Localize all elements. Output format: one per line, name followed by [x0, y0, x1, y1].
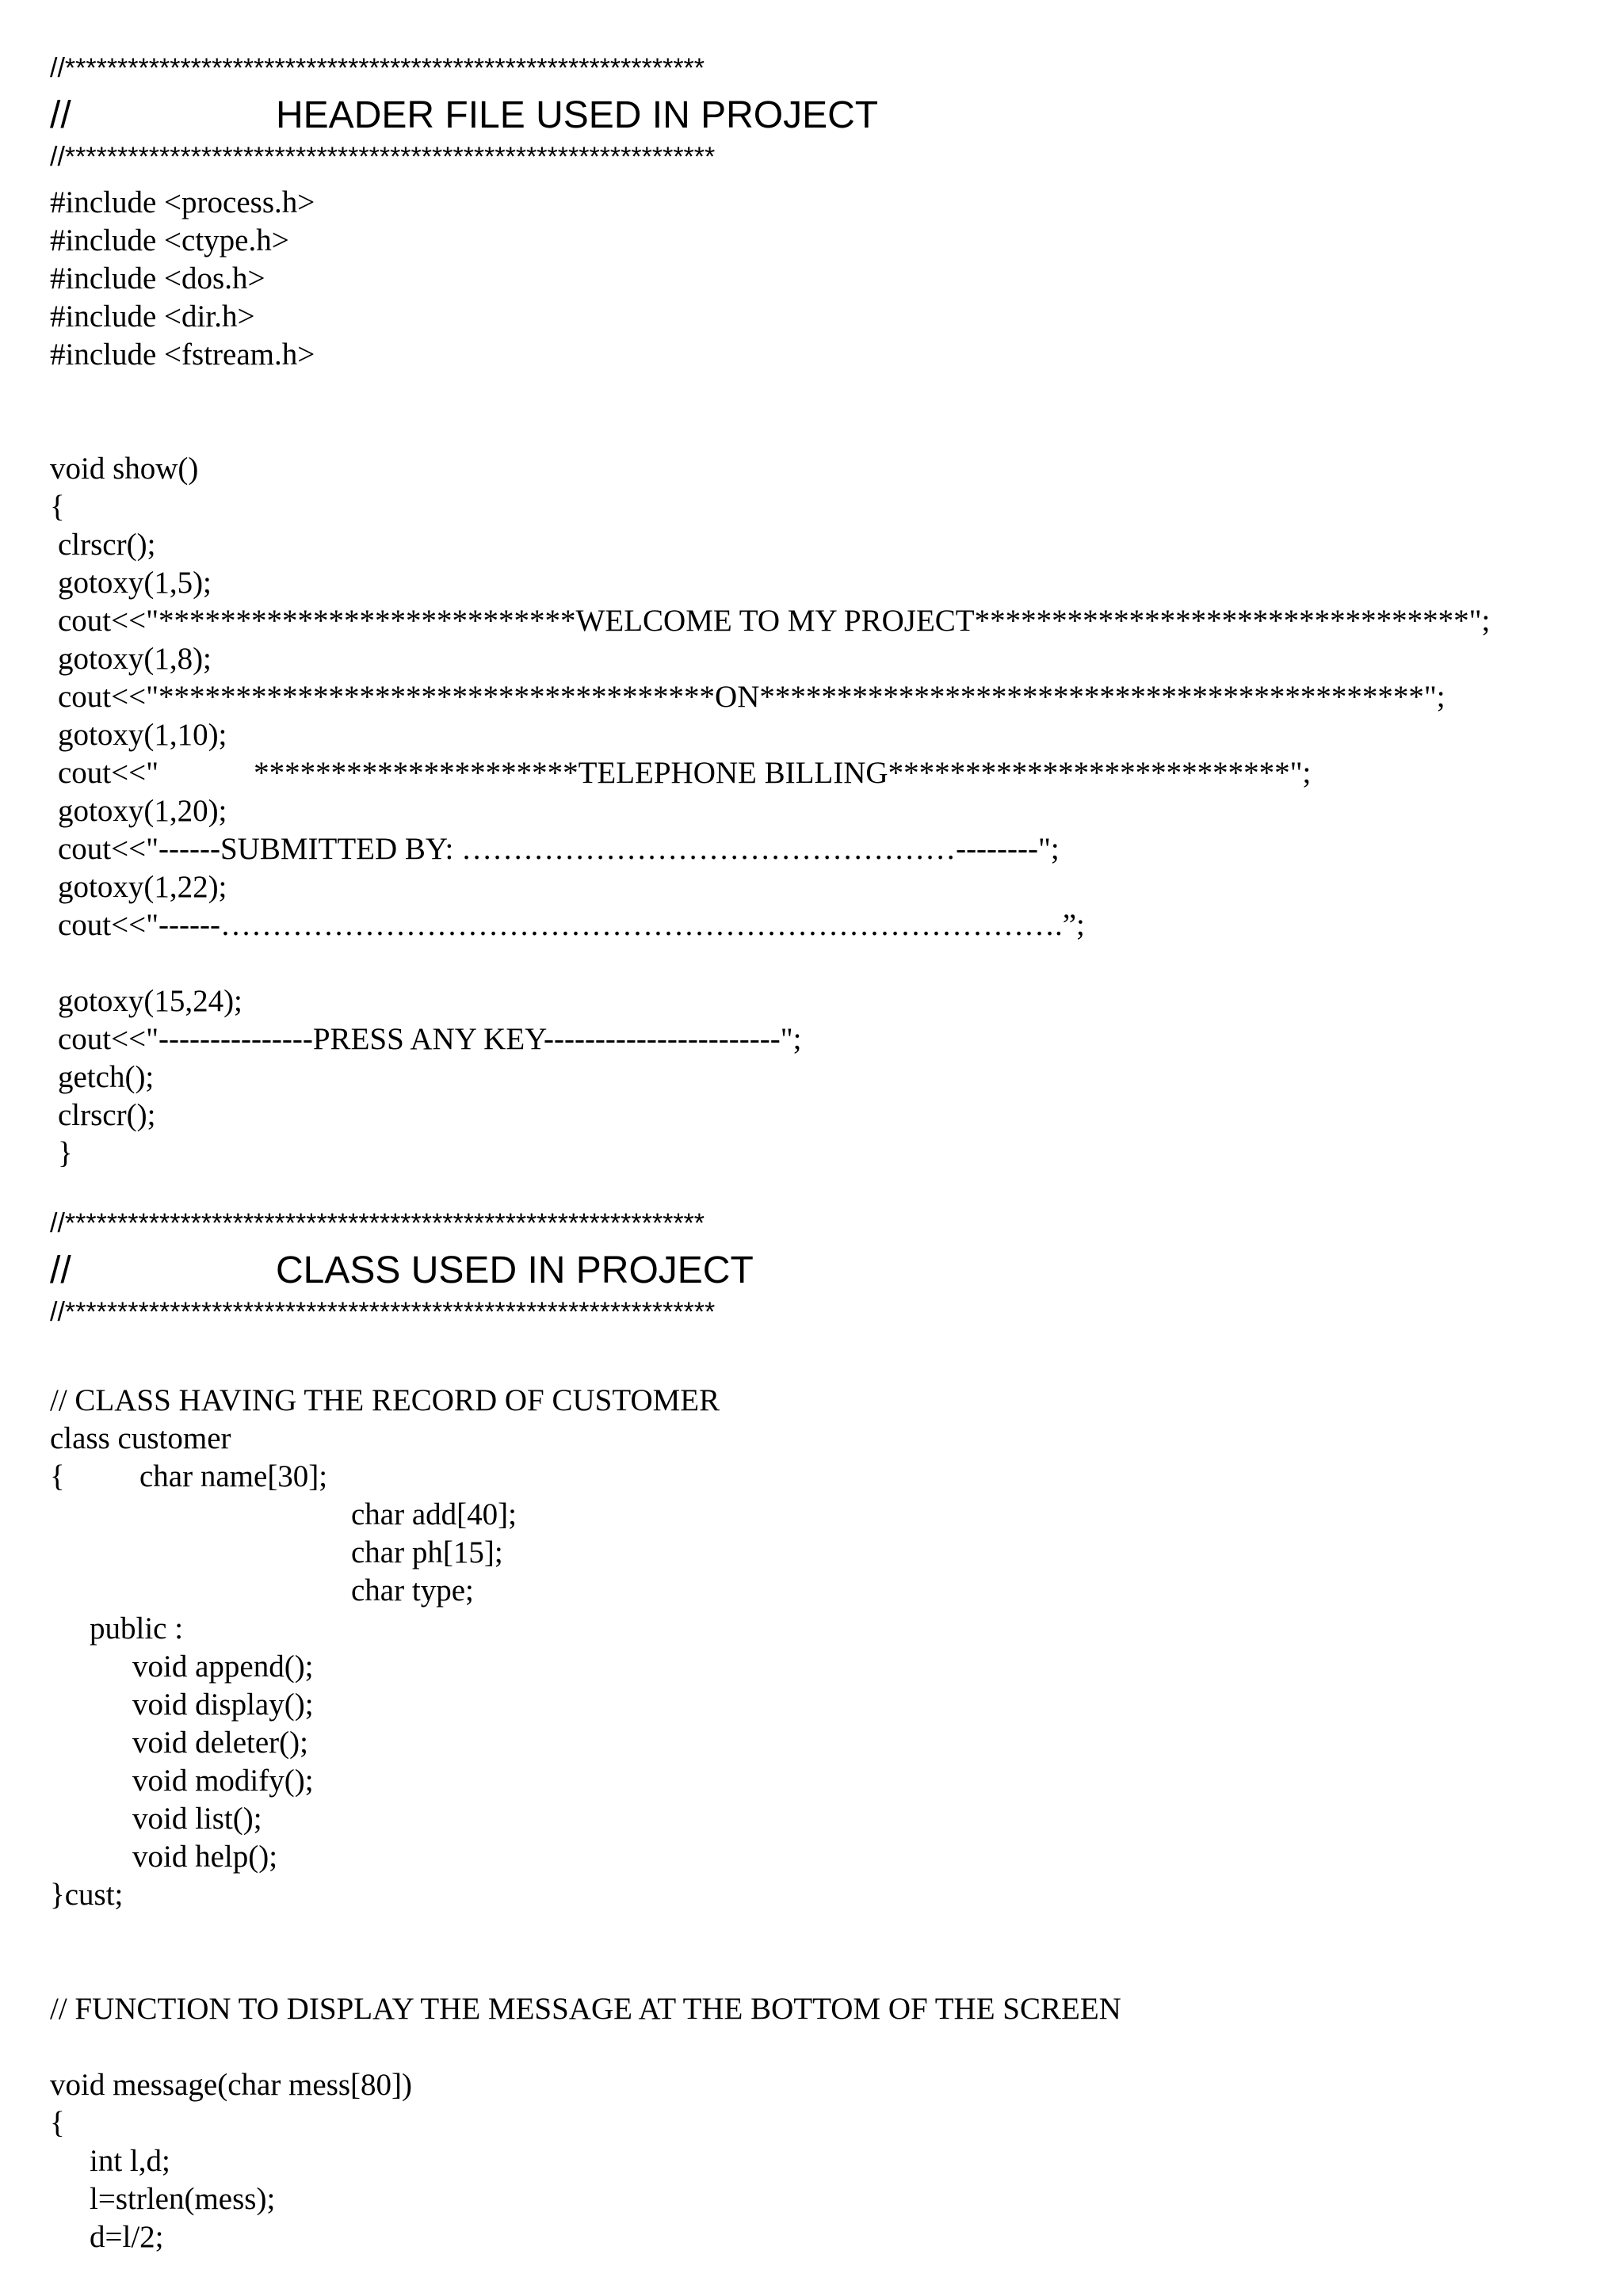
include-line: #include <process.h> — [50, 185, 315, 219]
class-title-line — [50, 1249, 754, 1293]
code-line-dots: cout<<"------……………………………………………………………………….”; — [58, 908, 1085, 942]
show-open-brace: { — [50, 490, 65, 524]
telephone-banner: *********************TELEPHONE BILLING**************************"; — [254, 756, 1312, 790]
code-line: gotoxy(1,8); — [58, 642, 212, 676]
header-border-top: //************************************************************* — [50, 53, 705, 83]
code-line: gotoxy(1,10); — [58, 718, 227, 752]
class-member: char ph[15]; — [351, 1535, 503, 1569]
code-line: d=l/2; — [90, 2220, 164, 2254]
class-first-member-line — [50, 1458, 327, 1496]
include-line: #include <ctype.h> — [50, 223, 289, 257]
class-method: void append(); — [132, 1650, 314, 1684]
class-member: char type; — [351, 1573, 474, 1608]
class-member: char add[40]; — [351, 1497, 517, 1531]
code-line-press-key: cout<<"---------------PRESS ANY KEY-----------------------"; — [58, 1022, 802, 1056]
class-method: void modify(); — [132, 1764, 314, 1798]
code-line: getch(); — [58, 1060, 155, 1094]
class-border-top: //************************************************************* — [50, 1208, 705, 1238]
code-line: gotoxy(15,24); — [58, 984, 242, 1018]
header-border-bottom: //************************************************************** — [50, 142, 716, 172]
message-signature: void message(char mess[80]) — [50, 2068, 413, 2102]
class-method: void help(); — [132, 1840, 278, 1874]
class-method: void deleter(); — [132, 1726, 308, 1760]
code-line: clrscr(); — [58, 1098, 156, 1132]
code-line-telephone — [58, 754, 1311, 792]
header-title: HEADER FILE USED IN PROJECT — [276, 94, 879, 136]
class-close: }cust; — [50, 1878, 124, 1912]
class-declaration: class customer — [50, 1421, 231, 1455]
show-close-brace: } — [58, 1136, 73, 1170]
class-method: void list(); — [132, 1802, 262, 1836]
class-open-brace: { — [50, 1459, 65, 1493]
code-line-on: cout<<"************************************ON*******************************************"; — [58, 680, 1445, 714]
include-line: #include <fstream.h> — [50, 338, 315, 372]
code-line: int l,d; — [90, 2144, 170, 2178]
message-open-brace: { — [50, 2106, 65, 2140]
code-line: clrscr(); — [58, 528, 156, 562]
code-line: l=strlen(mess); — [90, 2182, 276, 2216]
code-line: gotoxy(1,22); — [58, 870, 227, 904]
code-line: gotoxy(1,5); — [58, 566, 212, 600]
header-title-line — [50, 93, 878, 138]
access-specifier: public : — [90, 1611, 184, 1646]
class-title: CLASS USED IN PROJECT — [276, 1249, 754, 1291]
cout-prefix: cout<<" — [58, 756, 159, 790]
include-line: #include <dir.h> — [50, 299, 255, 334]
message-comment: // FUNCTION TO DISPLAY THE MESSAGE AT THE BOTTOM OF THE SCREEN — [50, 1992, 1121, 2026]
include-line: #include <dos.h> — [50, 261, 265, 296]
comment-prefix: // — [50, 94, 71, 136]
code-line-submitted: cout<<"------SUBMITTED BY: …………………………………………--------"; — [58, 832, 1060, 866]
class-member: char name[30]; — [139, 1459, 328, 1493]
code-line: gotoxy(1,20); — [58, 794, 227, 828]
class-method: void display(); — [132, 1688, 314, 1722]
comment-prefix: // — [50, 1249, 71, 1291]
class-border-bottom: //************************************************************** — [50, 1297, 716, 1327]
class-comment: // CLASS HAVING THE RECORD OF CUSTOMER — [50, 1383, 720, 1417]
code-line-welcome: cout<<"***************************WELCOME TO MY PROJECT********************************"; — [58, 604, 1491, 638]
show-signature: void show() — [50, 452, 199, 486]
